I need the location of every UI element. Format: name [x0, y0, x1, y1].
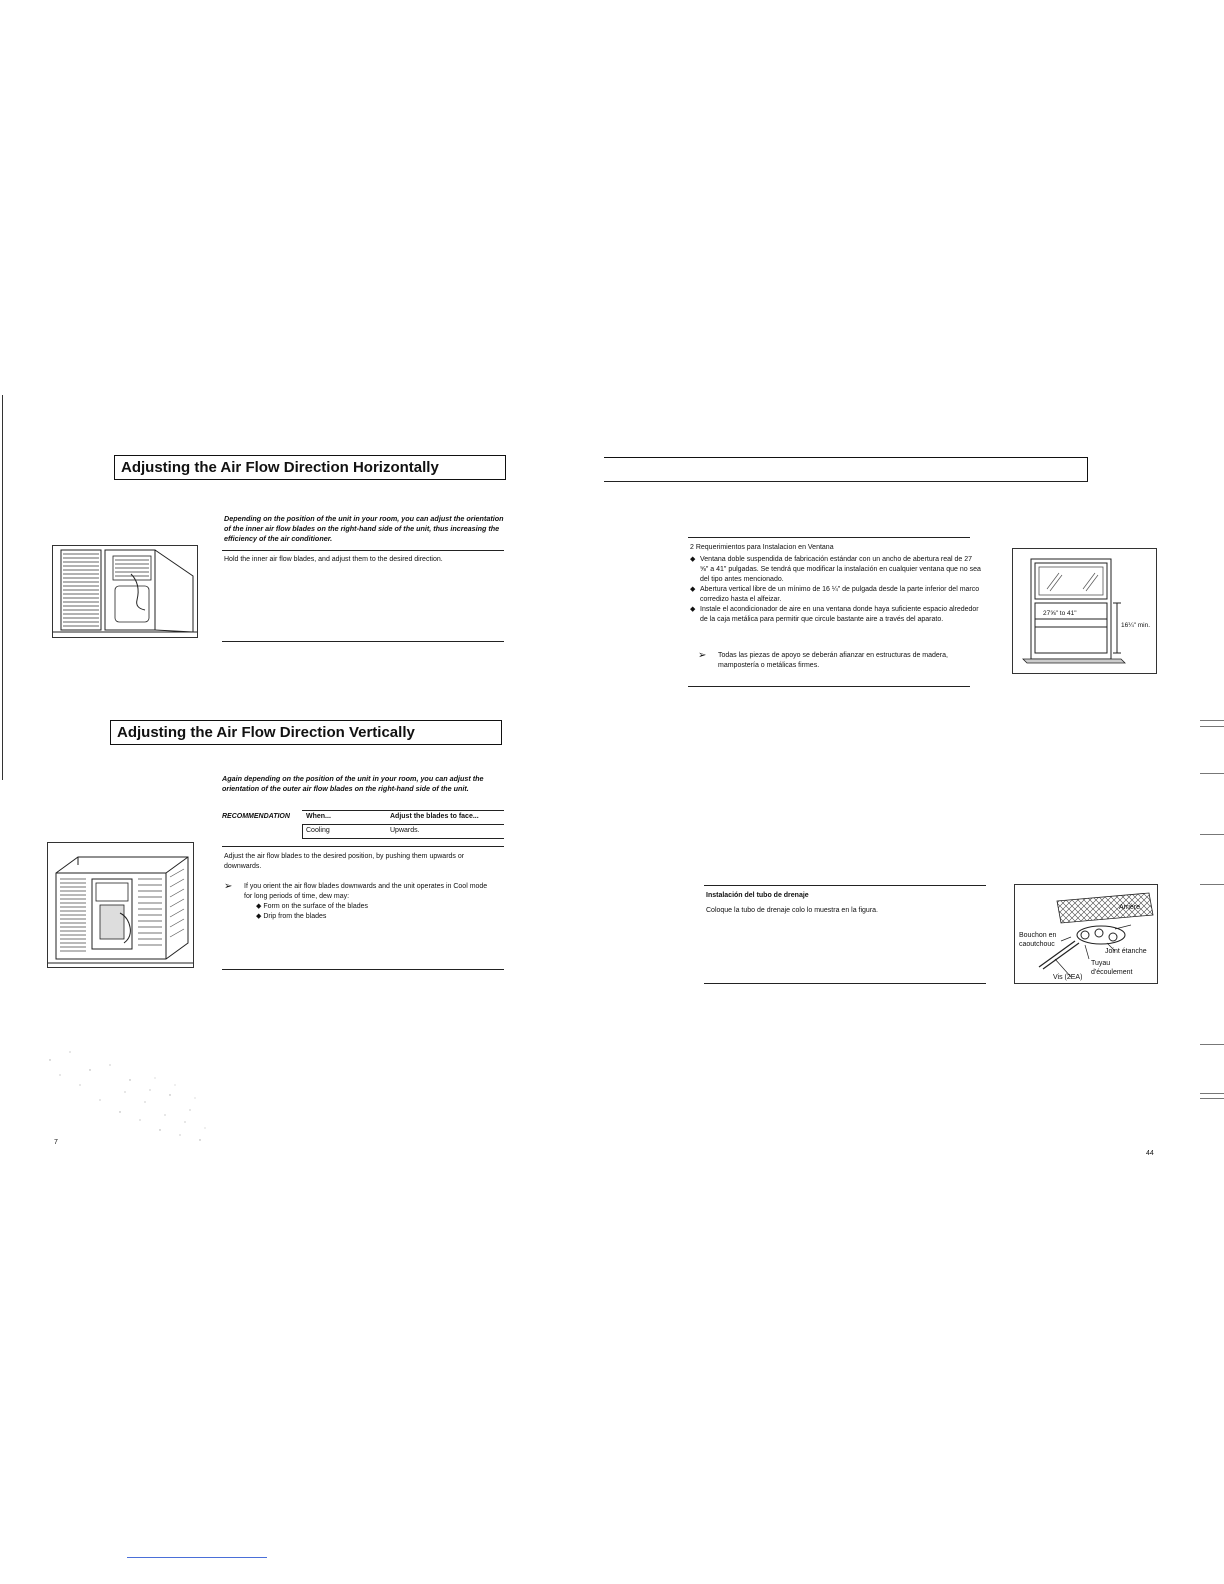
window-bullet	[690, 555, 982, 585]
drain-rule-bottom	[704, 983, 986, 984]
left-page-number: 7	[54, 1139, 58, 1146]
bullet-text: Abertura vertical libre de un mínimo de 16 ¼" de pulgada desde la parte inferior del marco corredizo hasta el alfeizar.	[700, 586, 980, 603]
right-edge-mark	[1200, 1098, 1224, 1099]
bullet-text: Instale el acondicionador de aire en una ventana donde haya suficiente espacio alrededor de la caja metálica para permitir que circule bastante aire a través del aparato.	[700, 606, 979, 623]
left-edge-line	[2, 395, 3, 780]
horizontal-rule-top	[222, 550, 504, 551]
scan-noise	[30, 1040, 220, 1150]
note-arrow-icon: ➢	[224, 881, 233, 892]
right-edge-mark	[1200, 834, 1224, 835]
title-box-bottom-rule	[604, 481, 1088, 482]
drain-heading: Instalación del tubo de drenaje	[706, 892, 809, 899]
vertical-note-bullet	[256, 902, 494, 912]
section-title-horizontal: Adjusting the Air Flow Direction Horizontally	[114, 455, 506, 480]
table-header-adjust: Adjust the blades to face...	[390, 813, 479, 820]
window-bullet	[690, 605, 982, 625]
recommendation-table	[222, 810, 504, 846]
illustration-drain	[1014, 884, 1158, 984]
bullet-icon: ◆	[690, 586, 696, 593]
table-rule-top	[302, 810, 504, 811]
window-note	[698, 651, 988, 671]
vertical-intro: Again depending on the position of the unit in your room, you can adjust the orientation of the outer air flow blades on the right-hand side of the unit.	[222, 774, 484, 793]
right-edge-mark	[1200, 1093, 1224, 1094]
illustration-outer-blades	[47, 842, 194, 968]
recommendation-label: RECOMMENDATION	[222, 813, 290, 820]
drain-rule-top	[704, 885, 986, 886]
note-arrow-icon: ➢	[698, 650, 707, 661]
right-edge-mark	[1200, 720, 1224, 721]
window-height-label: 16¼" min.	[1121, 622, 1151, 629]
window-note-text: Todas las piezas de apoyo se deberán afianzar en estructuras de madera, mampostería o metálicas firmes.	[718, 652, 948, 669]
air-conditioner-inner-blades-illustration	[53, 546, 198, 638]
bullet-icon: ◆	[690, 606, 696, 613]
table-rule-middle	[302, 824, 504, 825]
vertical-rule-bottom	[222, 969, 504, 970]
vertical-instruction: Adjust the air flow blades to the desired position, by pushing them upwards or downwards.	[224, 853, 465, 870]
vertical-note-text: If you orient the air flow blades downwards and the unit operates in Cool mode for long periods of time, dew may:	[244, 883, 488, 900]
bottom-blue-line	[127, 1557, 267, 1558]
label-arriere: Arrière	[1119, 904, 1141, 911]
section-title-vertical: Adjusting the Air Flow Direction Vertically	[110, 720, 502, 745]
bullet-text: Ventana doble suspendida de fabricación estándar con un ancho de abertura real de 27 ⅝" a 41" pulgadas. Se tendrá que modificar la instalación en cualquier ventana que no sea del tipo antes mencionado.	[700, 556, 981, 583]
window-rule-top	[688, 537, 970, 538]
vertical-rule-top	[222, 846, 504, 847]
right-edge-mark	[1200, 884, 1224, 885]
label-tuyau: Tuyau d'écoulement	[1091, 960, 1133, 976]
table-divider-vertical	[302, 824, 303, 838]
air-conditioner-outer-blades-illustration	[48, 843, 194, 968]
table-cell-when: Cooling	[306, 827, 330, 834]
table-rule-bottom	[302, 838, 504, 839]
window-heading: 2 Requerimientos para Instalacion en Ventana	[690, 544, 834, 551]
right-edge-mark	[1200, 773, 1224, 774]
table-cell-adjust: Upwards.	[390, 827, 420, 834]
right-page	[612, 0, 1224, 1584]
right-edge-mark	[1200, 726, 1224, 727]
label-vis: Vis (2EA)	[1053, 974, 1083, 981]
window-width-label: 27⅝" to 41"	[1043, 610, 1077, 617]
bullet-text: Drip from the blades	[263, 913, 327, 920]
window-opening-illustration	[1013, 549, 1157, 674]
horizontal-rule-bottom	[222, 641, 504, 642]
horizontal-intro: Depending on the position of the unit in your room, you can adjust the orientation of the inner air flow blades on the right-hand side of the unit, thus increasing the efficiency of the air conditioner.	[224, 514, 504, 543]
window-rule-bottom	[688, 686, 970, 687]
bullet-icon: ◆	[256, 903, 262, 910]
drain-text: Coloque la tubo de drenaje colo lo muestra en la figura.	[706, 907, 878, 914]
illustration-inner-blades	[52, 545, 198, 638]
window-bullets	[690, 555, 982, 625]
empty-section-title-box	[604, 457, 1088, 481]
bullet-icon: ◆	[690, 556, 696, 563]
bullet-icon: ◆	[256, 913, 262, 920]
bullet-text: Form on the surface of the blades	[263, 903, 369, 910]
label-bouchon: Bouchon en caoutchouc	[1019, 932, 1057, 948]
vertical-note-bullet	[256, 912, 494, 922]
illustration-window	[1012, 548, 1157, 674]
window-bullet	[690, 585, 982, 605]
table-header-when: When...	[306, 813, 331, 820]
label-joint: Joint étanche	[1105, 948, 1147, 955]
horizontal-instruction: Hold the inner air flow blades, and adjust them to the desired direction.	[224, 556, 443, 563]
vertical-note	[224, 882, 494, 922]
right-page-number: 44	[1146, 1150, 1154, 1157]
right-edge-mark	[1200, 1044, 1224, 1045]
